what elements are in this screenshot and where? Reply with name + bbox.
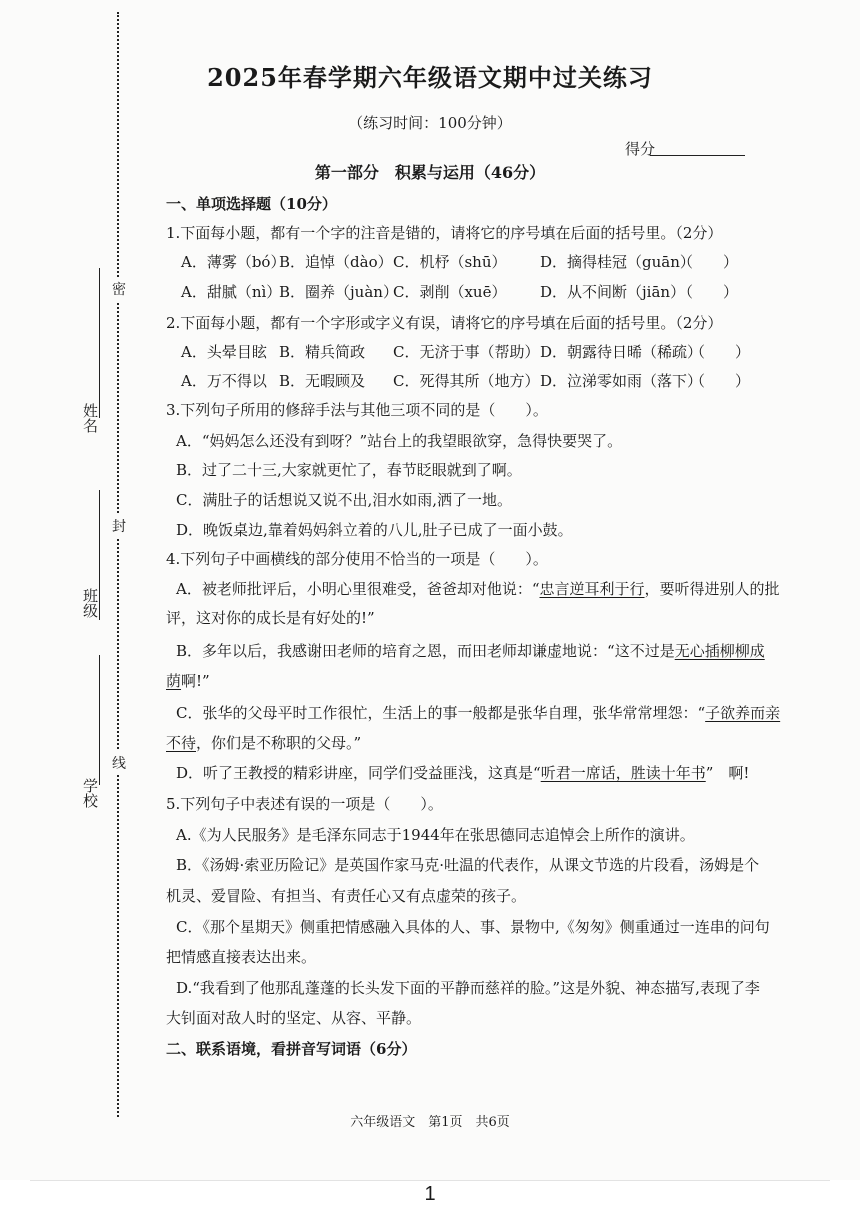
- section2-heading: 二、联系语境，看拼音写词语（6分）: [166, 1040, 417, 1058]
- q4-option-c-line2: [166, 732, 361, 753]
- q4-b-text-1: B．多年以后，我感谢田老师的培育之恩，而田老师却谦虚地说：“这不过是: [176, 642, 675, 660]
- q4-option-b-line1: [176, 640, 765, 661]
- q4-c-text-2: ，你们是不称职的父母。”: [196, 734, 362, 752]
- q4-d-text-2: ” 啊!: [705, 764, 750, 782]
- q5-option-c-line2: 把情感直接表达出来。: [166, 948, 317, 966]
- section1-heading: 一、单项选择题（10分）: [166, 195, 337, 213]
- q1-row1-option-d: D．摘得桂冠（guān）: [540, 253, 695, 271]
- q2-row1-option-d: D．朝露待日晞（稀疏）: [540, 343, 703, 361]
- q3-option-c: C．满肚子的话想说又说不出,泪水如雨,洒了一地。: [176, 491, 513, 509]
- q2-row2-option-d: D．泣涕零如雨（落下）: [540, 372, 703, 390]
- q4-d-underlined: 听君一席话，胜读十年书: [540, 764, 706, 782]
- q1-row2-option-b: B．圈养（juàn）: [279, 283, 398, 301]
- q5-stem: 5.下列句子中表述有误的一项是（ ）。: [166, 795, 443, 813]
- q1-row1-option-b: B．追悼（dào）: [279, 253, 393, 271]
- q1-row1-answer-paren[interactable]: （ ）: [678, 253, 739, 271]
- class-label: 班级: [81, 588, 99, 618]
- q4-d-text-1: D．听了王教授的精彩讲座，同学们受益匪浅，这真是“: [176, 764, 541, 782]
- q2-row1-answer-paren[interactable]: （ ）: [690, 343, 751, 361]
- q3-option-b: B．过了二十三,大家就更忙了，春节眨眼就到了啊。: [176, 461, 522, 479]
- q3-stem: 3.下列句子所用的修辞手法与其他三项不同的是（ ）。: [166, 401, 548, 419]
- q4-a-text-2: ，要听得进别人的批: [644, 580, 780, 598]
- time-note: （练习时间：100分钟）: [348, 114, 512, 132]
- q2-row2-option-b: B．无暇顾及: [279, 372, 366, 390]
- seal-char-mi: 密: [112, 277, 126, 301]
- q1-row2-option-d: D．从不间断（jiān）: [540, 283, 686, 301]
- q1-row1-option-a: A．薄雾（bó）: [181, 253, 286, 271]
- q2-stem: 2.下面每小题，都有一个字形或字义有误，请将它的序号填在后面的括号里。（2分）: [166, 314, 723, 332]
- page-footer: 六年级语文 第1页 共6页: [350, 1115, 510, 1130]
- q4-c-underlined-2: 不待: [166, 734, 197, 752]
- q2-row1-option-b: B．精兵简政: [279, 343, 366, 361]
- seal-char-xian: 线: [112, 751, 126, 775]
- q3-option-d: D．晚饭桌边,靠着妈妈斜立着的八儿,肚子已成了一面小鼓。: [176, 521, 573, 539]
- q1-row1-option-c: C．机杼（shū）: [393, 253, 507, 271]
- page-separator: [30, 1180, 830, 1181]
- q4-c-text-1: C．张华的父母平时工作很忙，生活上的事一般都是张华自理，张华常常埋怨：“: [176, 704, 706, 722]
- part1-title: 第一部分 积累与运用（46分）: [314, 163, 546, 182]
- q2-row1-option-a: A．头晕目眩: [181, 343, 267, 361]
- q4-a-underlined: 忠言逆耳利于行: [539, 580, 645, 598]
- q4-stem: 4.下列句子中画横线的部分使用不恰当的一项是（ ）。: [166, 550, 548, 568]
- q5-option-d-line2: 大钊面对敌人时的坚定、从容、平静。: [166, 1009, 422, 1027]
- q4-option-a-line2: 评，这对你的成长是有好处的!”: [166, 609, 375, 627]
- q2-row2-option-c: C．死得其所（地方）: [393, 372, 540, 390]
- name-label: 姓名: [81, 403, 99, 433]
- q1-row2-option-a: A．甜腻（nì）: [181, 283, 282, 301]
- q4-b-underlined-1: 无心插柳柳成: [674, 642, 765, 660]
- q4-b-text-2: 啊!”: [181, 672, 210, 690]
- q2-row1-option-c: C．无济于事（帮助）: [393, 343, 540, 361]
- q5-option-a: A.《为人民服务》是毛泽东同志于1944年在张思德同志追悼会上所作的演讲。: [176, 826, 695, 844]
- q1-row2-answer-paren[interactable]: （ ）: [678, 283, 739, 301]
- q4-c-underlined-1: 子欲养而亲: [705, 704, 781, 722]
- score-label: 得分: [625, 140, 656, 158]
- q4-b-underlined-2: 荫: [166, 672, 182, 690]
- q5-option-b-line2: 机灵、爱冒险、有担当、有责任心又有点虚荣的孩子。: [166, 887, 527, 905]
- q4-option-b-line2: [166, 670, 210, 691]
- name-blank-line: [99, 268, 100, 418]
- q3-option-a: A．“妈妈怎么还没有到呀？”站台上的我望眼欲穿，急得快要哭了。: [176, 432, 623, 450]
- q4-a-text-1: A．被老师批评后，小明心里很难受，爸爸却对他说：“: [176, 580, 540, 598]
- seal-char-feng: 封: [112, 514, 126, 538]
- q2-row2-answer-paren[interactable]: （ ）: [690, 372, 751, 390]
- school-blank-line: [99, 655, 100, 785]
- q5-option-b-line1: B．《汤姆·索亚历险记》是英国作家马克·吐温的代表作，从课文节选的片段看，汤姆是个: [176, 856, 760, 874]
- q2-row2-option-a: A．万不得以: [181, 372, 267, 390]
- q4-option-a-line1: [176, 578, 780, 599]
- school-label: 学校: [81, 778, 99, 808]
- page-number: 1: [424, 1183, 436, 1205]
- exam-title: 2025年春学期六年级语文期中过关练习: [207, 63, 653, 92]
- q5-option-d-line1: D.“我看到了他那乱蓬蓬的长头发下面的平静而慈祥的脸。”这是外貌、神态描写,表现了李: [176, 979, 760, 997]
- q1-stem: 1.下面每小题，都有一个字的注音是错的，请将它的序号填在后面的括号里。（2分）: [166, 224, 723, 242]
- q4-option-d: [176, 762, 749, 783]
- q1-row2-option-c: C．剥削（xuē）: [393, 283, 507, 301]
- score-blank-line: [650, 155, 745, 156]
- q4-option-c-line1: [176, 702, 780, 723]
- q5-option-c-line1: C．《那个星期天》侧重把情感融入具体的人、事、景物中,《匆匆》侧重通过一连串的问句: [176, 918, 770, 936]
